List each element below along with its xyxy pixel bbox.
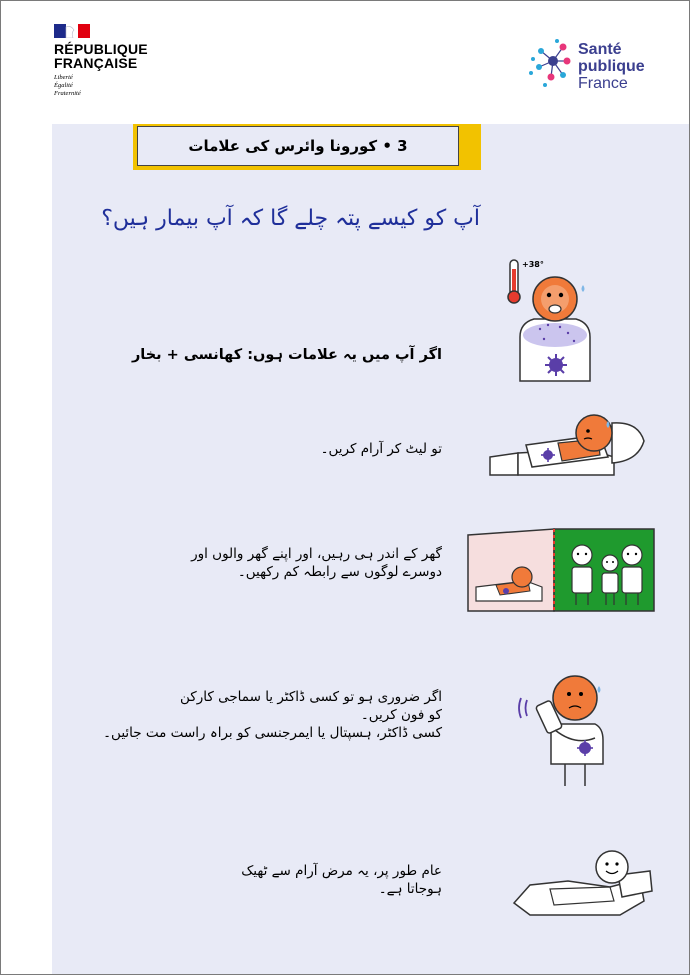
call-doctor-line1: اگر ضروری ہو تو کسی ڈاکٹر یا سماجی کارکن	[180, 689, 442, 705]
recovery-line1: عام طور پر، یہ مرض آرام سے ٹھیک	[241, 863, 442, 879]
spf-line2: publique	[578, 58, 645, 75]
rest-text: تو لیٹ کر آرام کریں۔	[320, 441, 442, 457]
stay-home-line2: دوسرے لوگوں سے رابطہ کم رکھیں۔	[237, 564, 442, 580]
recovery-line2: ہوجاتا ہے۔	[378, 881, 442, 897]
person-resting-bed-icon	[488, 405, 648, 480]
temperature-label: +38°	[522, 260, 544, 269]
rf-motto-egalite: Égalité	[54, 82, 73, 89]
isolation-room-icon	[466, 525, 656, 613]
call-doctor-line3: کسی ڈاکٹر، ہسپتال یا ایمرجنسی کو براہ راست مت جائیں۔	[103, 725, 442, 741]
sante-publique-france-wordmark	[578, 41, 645, 92]
rf-line1: RÉPUBLIQUE	[54, 41, 148, 57]
fever-cough-person-icon	[500, 255, 610, 383]
rf-motto-fraternite: Fraternité	[54, 90, 81, 97]
section-title-box	[137, 126, 459, 166]
symptoms-text: اگر آپ میں یہ علامات ہوں: کھانسی + بخار	[131, 347, 442, 363]
person-phone-call-icon	[515, 668, 615, 788]
rf-motto-liberte: Liberté	[54, 74, 73, 81]
stay-home-line1: گھر کے اندر ہی رہیں، اور اپنے گھر والوں اور	[191, 546, 442, 562]
header	[1, 1, 689, 124]
stay-home-text	[140, 545, 442, 581]
republique-francaise-logo	[54, 42, 148, 70]
question-heading: آپ کو کیسے پتہ چلے گا کہ آپ بیمار ہیں؟	[101, 206, 480, 231]
sante-publique-france-logo-icon	[527, 37, 573, 89]
spf-line3: France	[578, 75, 628, 92]
call-doctor-text	[80, 688, 442, 742]
rf-motto	[54, 74, 81, 98]
person-recovered-resting-icon	[510, 845, 655, 920]
call-doctor-line2: کو فون کریں۔	[360, 707, 442, 723]
recovery-text	[160, 862, 442, 898]
spf-line1: Santé	[578, 41, 622, 58]
marianne-flag-icon	[54, 24, 90, 38]
section-title: 3 • کورونا وائرس کی علامات	[188, 137, 408, 155]
rf-line2: FRANÇAISE	[54, 55, 138, 71]
